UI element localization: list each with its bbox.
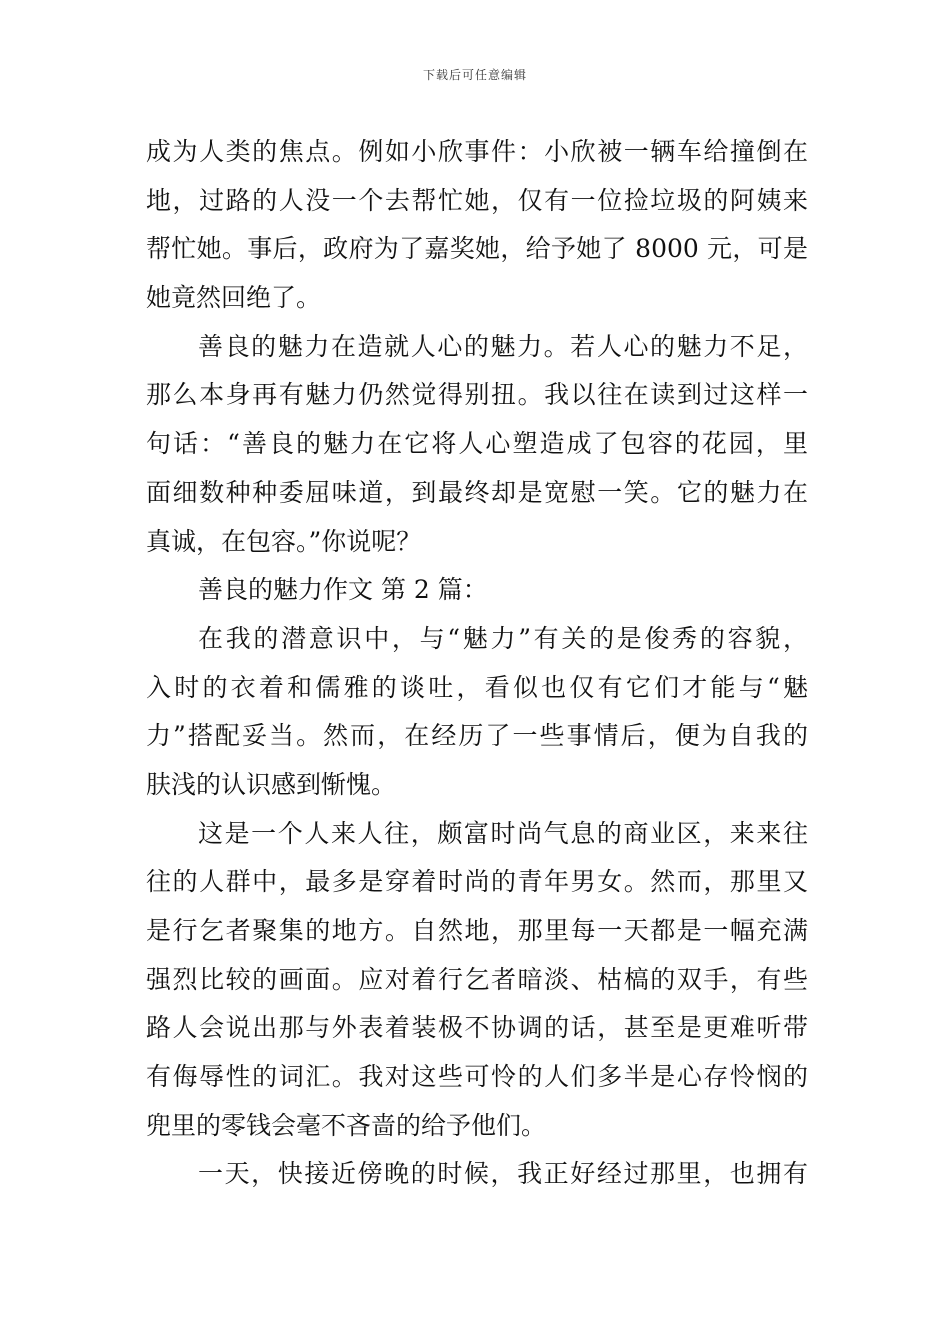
text-line: 入时的衣着和儒雅的谈吐，看似也仅有它们才能与“魅 (146, 672, 808, 702)
text-line: 路人会说出那与外表着装极不协调的话，甚至是更难听带 (146, 1013, 808, 1043)
text-line: 一天，快接近傍晚的时候，我正好经过那里，也拥有 (198, 1159, 808, 1189)
text-line: 句话：“善良的魅力在它将人心塑造成了包容的花园，里 (146, 429, 808, 459)
paragraph (146, 128, 808, 323)
text-line: 成为人类的焦点。例如小欣事件：小欣被一辆车给撞倒在 (146, 137, 808, 166)
paragraph (146, 323, 808, 566)
text-line: 她竟然回绝了。 (146, 283, 322, 313)
text-line: 这是一个人来人往，颇富时尚气息的商业区，来来往 (198, 818, 808, 848)
text-line: 地，过路的人没一个去帮忙她，仅有一位捡垃圾的阿姨来 (146, 185, 808, 215)
paragraph (146, 615, 808, 810)
text-line: 是行乞者聚集的地方。自然地，那里每一天都是一幅充满 (146, 916, 808, 945)
paragraph (146, 1150, 808, 1199)
text-line: 那么本身再有魅力仍然觉得别扭。我以往在读到过这样一 (146, 380, 808, 410)
text-line: 真诚，在包容。”你说呢？ (146, 526, 422, 556)
text-line: 力”搭配妥当。然而，在经历了一些事情后，便为自我的 (146, 721, 808, 751)
text-line: 强烈比较的画面。应对着行乞者暗淡、枯槁的双手，有些 (146, 964, 808, 994)
text-line: 肤浅的认识感到惭愧。 (146, 769, 397, 799)
text-line: 面细数种种委屈味道，到最终却是宽慰一笑。它的魅力在 (146, 477, 808, 507)
section-heading (146, 566, 808, 615)
text-line: 兜里的零钱会毫不吝啬的给予他们。 (146, 1110, 547, 1140)
text-line: 在我的潜意识中，与“魅力”有关的是俊秀的容貌， (198, 623, 808, 653)
page-header: 下载后可任意编辑 (422, 68, 527, 82)
text-line: 往的人群中，最多是穿着时尚的青年男女。然而，那里又 (146, 867, 808, 897)
paragraph (146, 810, 808, 1151)
text-line: 有侮辱性的词汇。我对这些可怜的人们多半是心存怜悯的 (146, 1062, 808, 1092)
text-line: 善良的魅力在造就人心的魅力。若人心的魅力不足， (198, 331, 808, 361)
text-line: 帮忙她。事后，政府为了嘉奖她，给予她了 8000 元，可是 (146, 234, 808, 264)
document-body (146, 128, 808, 1199)
heading-line: 善良的魅力作文 第 2 篇： (198, 575, 488, 605)
